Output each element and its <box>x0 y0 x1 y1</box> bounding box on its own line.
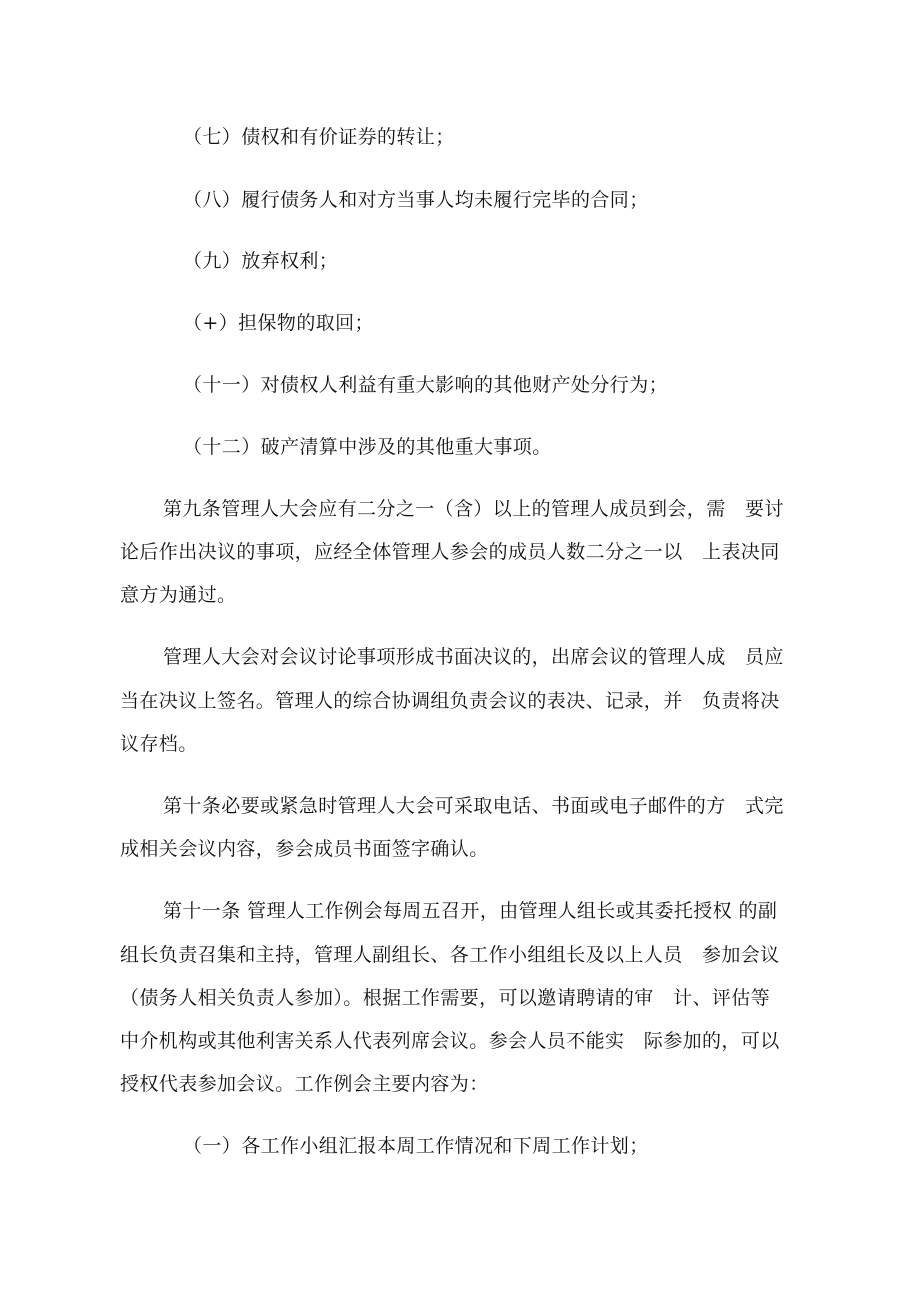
list-item-12: （十二）破产清算中涉及的其他重大事项。 <box>183 436 552 458</box>
list-item-11: （十一）对债权人利益有重大影响的其他财产处分行为； <box>183 374 669 396</box>
article-11-line-2: 组长负责召集和主持，管理人副组长、各工作小组组长及以上人员 参加会议 <box>120 944 780 966</box>
list-item-7: （七）债权和有价证券的转让； <box>183 126 455 148</box>
list-item-9: （九）放弃权利； <box>183 250 339 272</box>
article-10-line-2: 成相关会议内容，参会成员书面签字确认。 <box>120 838 489 860</box>
article-11-line-3: （债务人相关负责人参加）。根据工作需要，可以邀请聘请的审 计、评估等 <box>120 987 771 1009</box>
article-11-line-1: 第十一条 管理人工作例会每周五召开，由管理人组长或其委托授权 的副 <box>163 900 778 922</box>
article-9-line-2: 论后作出决议的事项，应经全体管理人参会的成员人数二分之一以 上表决同 <box>120 541 780 563</box>
list-item-8: （八）履行债务人和对方当事人均未履行完毕的合同； <box>183 189 649 211</box>
article-11-line-5: 授权代表参加会议。工作例会主要内容为： <box>120 1073 489 1095</box>
article-9-p2-line-3: 议存档。 <box>120 733 198 755</box>
article-11-line-4: 中介机构或其他利害关系人代表列席会议。参会人员不能实 际参加的，可以 <box>120 1030 780 1052</box>
article-9-p2-line-1: 管理人大会对会议讨论事项形成书面决议的，出席会议的管理人成 员应 <box>163 646 784 668</box>
list-item-b-1: （一）各工作小组汇报本周工作情况和下周工作计划； <box>183 1135 649 1157</box>
article-9-p2-line-2: 当在决议上签名。管理人的综合协调组负责会议的表决、记录，并 负责将决 <box>120 690 780 712</box>
list-item-10: （+）担保物的取回； <box>183 312 374 334</box>
article-9-line-3: 意方为通过。 <box>120 584 237 606</box>
article-9-line-1: 第九条管理人大会应有二分之一（含）以上的管理人成员到会，需 要讨 <box>163 498 784 520</box>
article-10-line-1: 第十条必要或紧急时管理人大会可采取电话、书面或电子邮件的方 式完 <box>163 795 784 817</box>
